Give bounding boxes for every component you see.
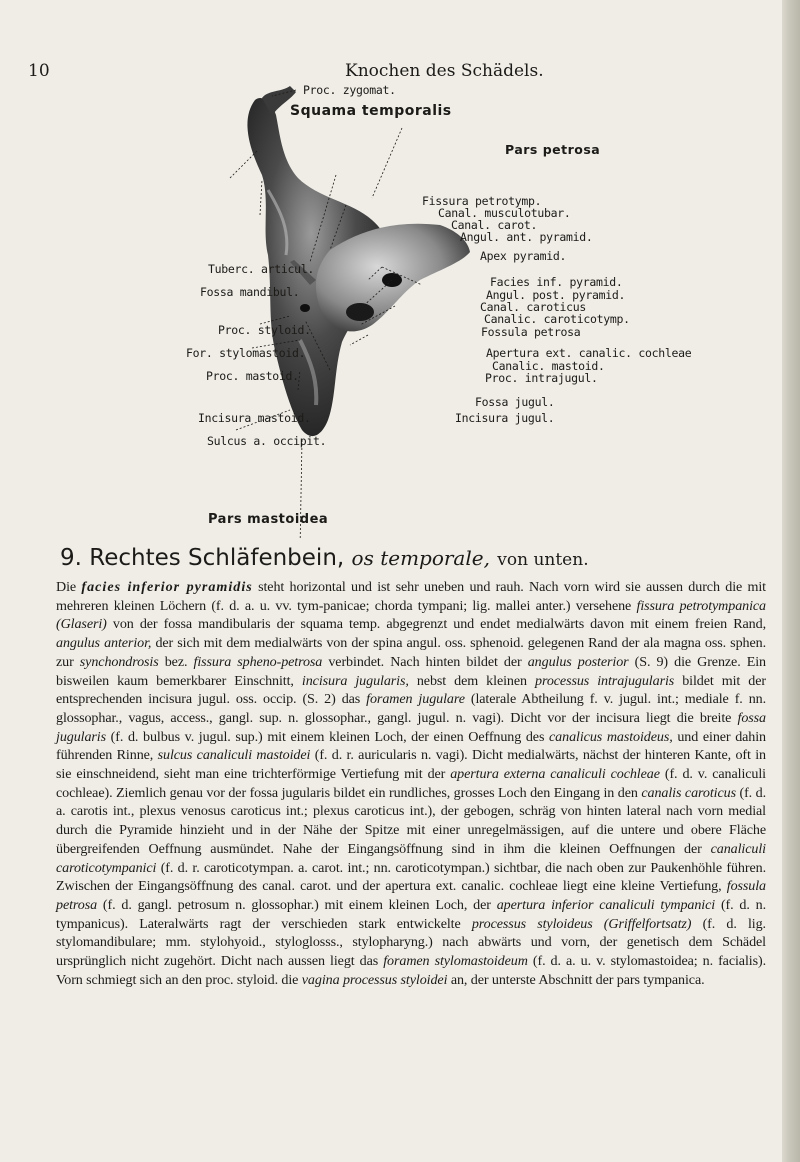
label-pars-mastoidea: Pars mastoidea <box>208 512 329 527</box>
term-italic: processus styloideus (Griffelfortsatz) <box>471 915 692 932</box>
term-italic: fossa jugularis <box>56 709 766 745</box>
text-run: (f. d. r. auricularis n. vagi). Dicht medialwärts, nächst der hinteren Kante, oft in sie einschneidend, sieht man eine trichterförmige Vertiefung mit der <box>56 747 767 783</box>
label-fissura-petrotymp: Fissura petrotymp. <box>422 194 542 208</box>
label-incisura-jugul: Incisura jugul. <box>455 411 555 425</box>
text-run: (f. d. n. tympanicus). Lateralwärts ragt der verschieden stark entwickelte <box>56 896 766 932</box>
label-proc-intrajugul: Proc. intrajugul. <box>485 371 598 385</box>
text-run: (f. d. lig. stylomandibulare; mm. stylohyoid., styloglosss., stylopharyng.) nach abwärts und vorn, der genetisch dem Schädel ursprünglich nicht zugehört. Dicht nach aussen liegt das <box>56 915 766 970</box>
label-proc-zygomat: Proc. zygomat. <box>303 83 396 97</box>
label-facies-inf-pyramid: Facies inf. pyramid. <box>490 275 623 289</box>
label-canal-musculotubar: Canal. musculotubar. <box>438 206 571 220</box>
label-angul-post-pyramid: Angul. post. pyramid. <box>486 288 626 302</box>
term-italic: apertura externa canaliculi cochleae <box>450 766 660 783</box>
text-run: und einer dahin führenden Rinne, <box>56 728 766 764</box>
term-italic: fissura petrotympanica (Glaseri) <box>56 597 767 633</box>
label-squama-temporalis: Squama temporalis <box>290 103 452 119</box>
term-italic: incisura jugularis, <box>301 672 409 689</box>
term-italic: angulus posterior <box>527 653 629 670</box>
text-run: (f. d. a. carotis int., plexus venosus caroticus int.; plexus caroticus int.), der gebogen, schräg von hinten lateral nach vorn medial durch die Pyramide hinzieht und in der Nähe der Spitze mit einer unregelmässigen, auf die untere und obere Fläche übergreifenden Oeffnung ausmündet. Nahe der Eingangsöffnung sind in ihm die kleinen Oeffnungen der <box>56 784 767 857</box>
label-fossa-jugul: Fossa jugul. <box>475 395 555 409</box>
label-apex-pyramid: Apex pyramid. <box>480 249 567 263</box>
label-apertura-ext: Apertura ext. canalic. cochleae <box>486 346 692 360</box>
term-italic: fossula petrosa <box>56 878 766 913</box>
text-run: (laterale Abtheilung f. v. jugul. int.; mediale f. nn. glossophar., vagus, access., gangl. sup. n. glossophar., gangl. jugul. n. vagi). Dicht vor der incisura liegt die breite <box>56 691 767 726</box>
heading-latin: os temporale, <box>351 546 490 570</box>
text-run: verbindet. Nach hinten bildet der <box>322 653 528 670</box>
term-italic: processus intrajugularis <box>535 672 675 689</box>
term-bold: facies inferior pyramidis <box>81 579 253 595</box>
label-sulcus-occipit: Sulcus a. occipit. <box>207 434 327 448</box>
page-number: 10 <box>28 61 50 81</box>
label-proc-styloid: Proc. styloid. <box>218 323 311 337</box>
text-run: (f. d. gangl. petrosum n. glossophar.) mit einem kleinen Loch, der <box>97 896 497 913</box>
jugular-fossa <box>346 303 374 321</box>
term-italic: apertura inferior canaliculi tympanici <box>496 896 716 913</box>
text-run: steht horizontal und ist sehr uneben und rauh. Nach vorn wird sie aussen durch die mit mehreren kleinen Löchern (f. d. a. u. vv. tym-panicae; chorda tympani; lig. mallei anter.) versehene <box>56 579 766 614</box>
term-italic: foramen jugulare <box>366 691 465 708</box>
label-tuberc-articul: Tuberc. articul. <box>208 262 314 276</box>
term-italic: canalicus mastoideus, <box>549 728 673 745</box>
text-run: von der fossa mandibularis der squama temp. abgegrenzt und endet medialwärts davon mit einem freien Rand, <box>106 616 766 633</box>
text-run: nebst dem kleinen <box>408 672 536 689</box>
text-run: (S. 9) die Grenze. Ein bisweilen kaum bemerkbarer Einschnitt, <box>56 653 767 689</box>
heading-title: Rechtes Schläfenbein, <box>89 545 345 571</box>
label-proc-mastoid: Proc. mastoid. <box>206 369 299 383</box>
term-italic: foramen stylomastoideum <box>383 953 528 970</box>
text-run: (f. d. v. canaliculi cochleae). Ziemlich genau vor der fossa jugularis bildet ein rundliches, grosses Loch den Eingang in den <box>56 766 766 801</box>
term-italic: canaliculi caroticotympanici <box>56 840 766 876</box>
label-fossula-petrosa: Fossula petrosa <box>481 325 581 339</box>
text-run: (f. d. bulbus v. jugul. sup.) mit einem kleinen Loch, der einen Oeffnung des <box>106 728 550 745</box>
text-run: (f. d. r. caroticotympan. a. carot. int.; nn. caroticotympan.) sichtbar, die nach oben zur Paukenhöhle führen. Zwischen der Eingangsöffnung des canal. carot. und der apertura ext. canalic. cochleae liegt eine kleine Vertiefung, <box>56 859 766 895</box>
text-run: Die <box>56 579 82 595</box>
term-italic: canalis caroticus <box>641 784 736 801</box>
body-paragraph <box>56 578 766 989</box>
label-canal-carot: Canal. carot. <box>451 218 538 232</box>
temporal-bone-figure <box>0 80 800 540</box>
text-run: bildet mit der entsprechenden incisura jugul. oss. occip. (S. 2) das <box>56 672 766 708</box>
label-canal-caroticus: Canal. caroticus <box>480 300 586 314</box>
label-incisura-mastoid: Incisura mastoid. <box>198 411 311 425</box>
running-head: Knochen des Schädels. <box>345 61 544 81</box>
bone-illustration <box>0 80 800 540</box>
heading-suffix: von unten. <box>497 550 589 570</box>
term-italic: vagina processus styloidei <box>301 971 448 988</box>
section-heading <box>60 545 589 571</box>
text-run: bez. <box>158 653 194 670</box>
text-run: der sich mit dem medialwärts von der spina angul. oss. sphenoid. gelegenen Rand der ala magna oss. sphen. zur <box>56 635 766 670</box>
term-italic: fissura spheno-petrosa <box>193 653 323 670</box>
label-fossa-mandibul: Fossa mandibul. <box>200 285 300 299</box>
heading-number: 9. <box>60 545 82 571</box>
label-pars-petrosa: Pars petrosa <box>505 142 601 157</box>
term-italic: synchondrosis <box>79 653 159 670</box>
label-canalic-mastoid: Canalic. mastoid. <box>492 359 605 373</box>
label-canalic-caroticotymp: Canalic. caroticotymp. <box>484 312 630 326</box>
text-run: (f. d. a. u. v. stylomastoidea; n. facialis). Vorn schmiegt sich an den proc. styloid. die <box>56 953 766 988</box>
label-for-stylomastoid: For. stylomastoid. <box>186 346 306 360</box>
term-italic: sulcus canaliculi mastoidei <box>157 747 311 764</box>
stylomastoid-foramen <box>300 304 310 312</box>
text-run: an, der unterste Abschnitt der pars tympanica. <box>447 971 705 988</box>
term-italic: angulus anterior, <box>56 635 152 652</box>
label-angul-ant-pyramid: Angul. ant. pyramid. <box>460 230 593 244</box>
